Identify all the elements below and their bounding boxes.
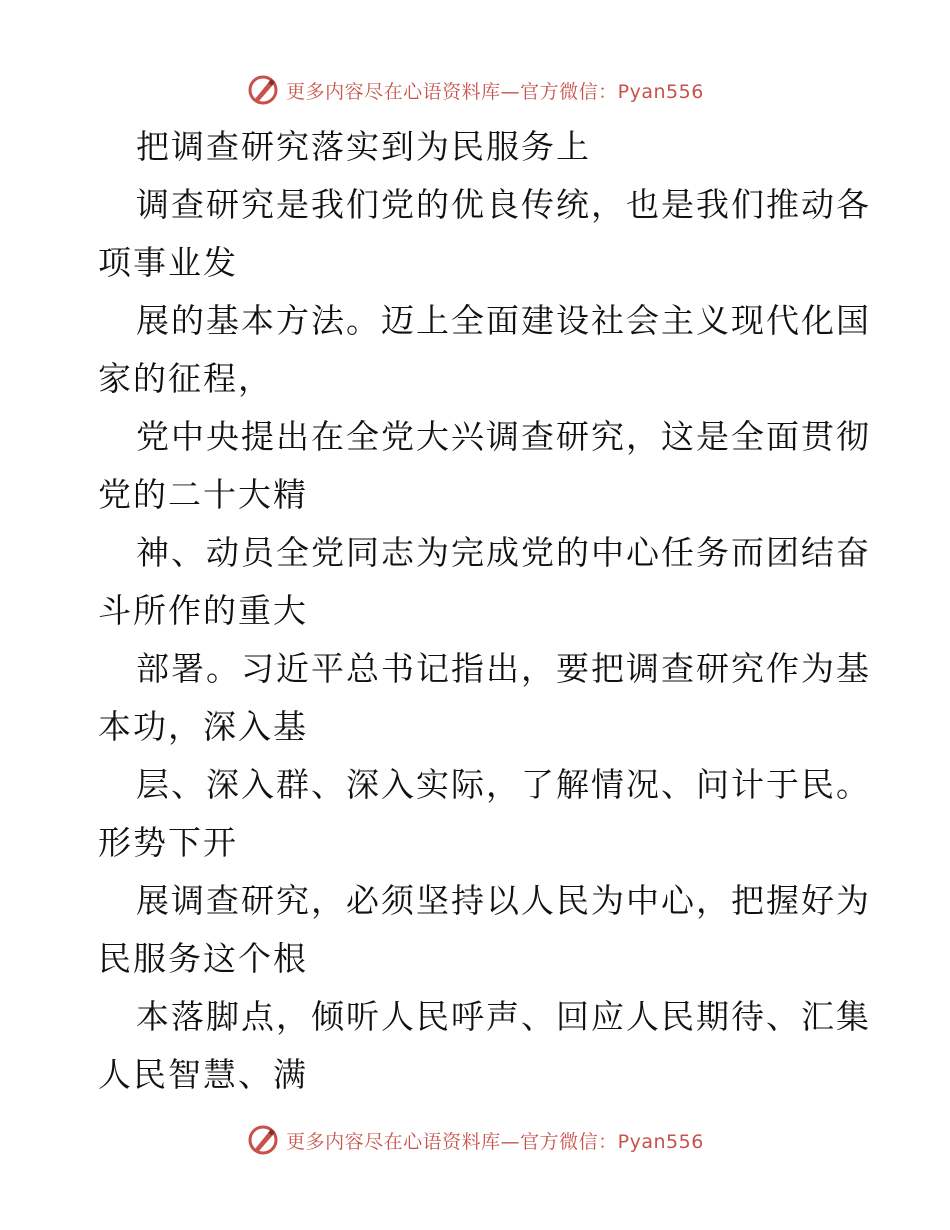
paragraph-line: 神、动员全党同志为完成党的中心任务而团结奋 [136, 533, 871, 572]
paragraph-line: 人民智慧、满 [98, 1055, 308, 1094]
header-banner-text: 更多内容尽在心语资料库—官方微信：Pyan556 [286, 80, 704, 103]
paragraph-line: 家的征程， [98, 359, 273, 398]
pen-circle-logo-icon [246, 1123, 280, 1157]
paragraph-line: 层、深入群、深入实际，了解情况、问计于民。 [136, 765, 871, 804]
paragraph-line: 民服务这个根 [98, 939, 308, 978]
pen-circle-logo-icon [246, 73, 280, 107]
paragraph-line: 形势下开 [98, 823, 238, 862]
footer-banner-text: 更多内容尽在心语资料库—官方微信：Pyan556 [286, 1130, 704, 1153]
paragraph-line: 调查研究是我们党的优良传统，也是我们推动各 [136, 185, 871, 224]
paragraph-line: 本落脚点，倾听人民呼声、回应人民期待、汇集 [136, 997, 871, 1036]
paragraph-line: 党中央提出在全党大兴调查研究，这是全面贯彻 [136, 417, 871, 456]
paragraph-line: 项事业发 [98, 243, 238, 282]
paragraph-line: 斗所作的重大 [98, 591, 308, 630]
header-banner [0, 70, 950, 110]
paragraph-line: 本功，深入基 [98, 707, 308, 746]
document-title: 把调查研究落实到为民服务上 [136, 127, 591, 166]
paragraph-line: 展调查研究，必须坚持以人民为中心，把握好为 [136, 881, 871, 920]
paragraph-line: 展的基本方法。迈上全面建设社会主义现代化国 [136, 301, 871, 340]
document-body [98, 118, 871, 1104]
paragraph-line: 部署。习近平总书记指出，要把调查研究作为基 [136, 649, 871, 688]
paragraph-line: 党的二十大精 [98, 475, 308, 514]
footer-banner [0, 1120, 950, 1160]
